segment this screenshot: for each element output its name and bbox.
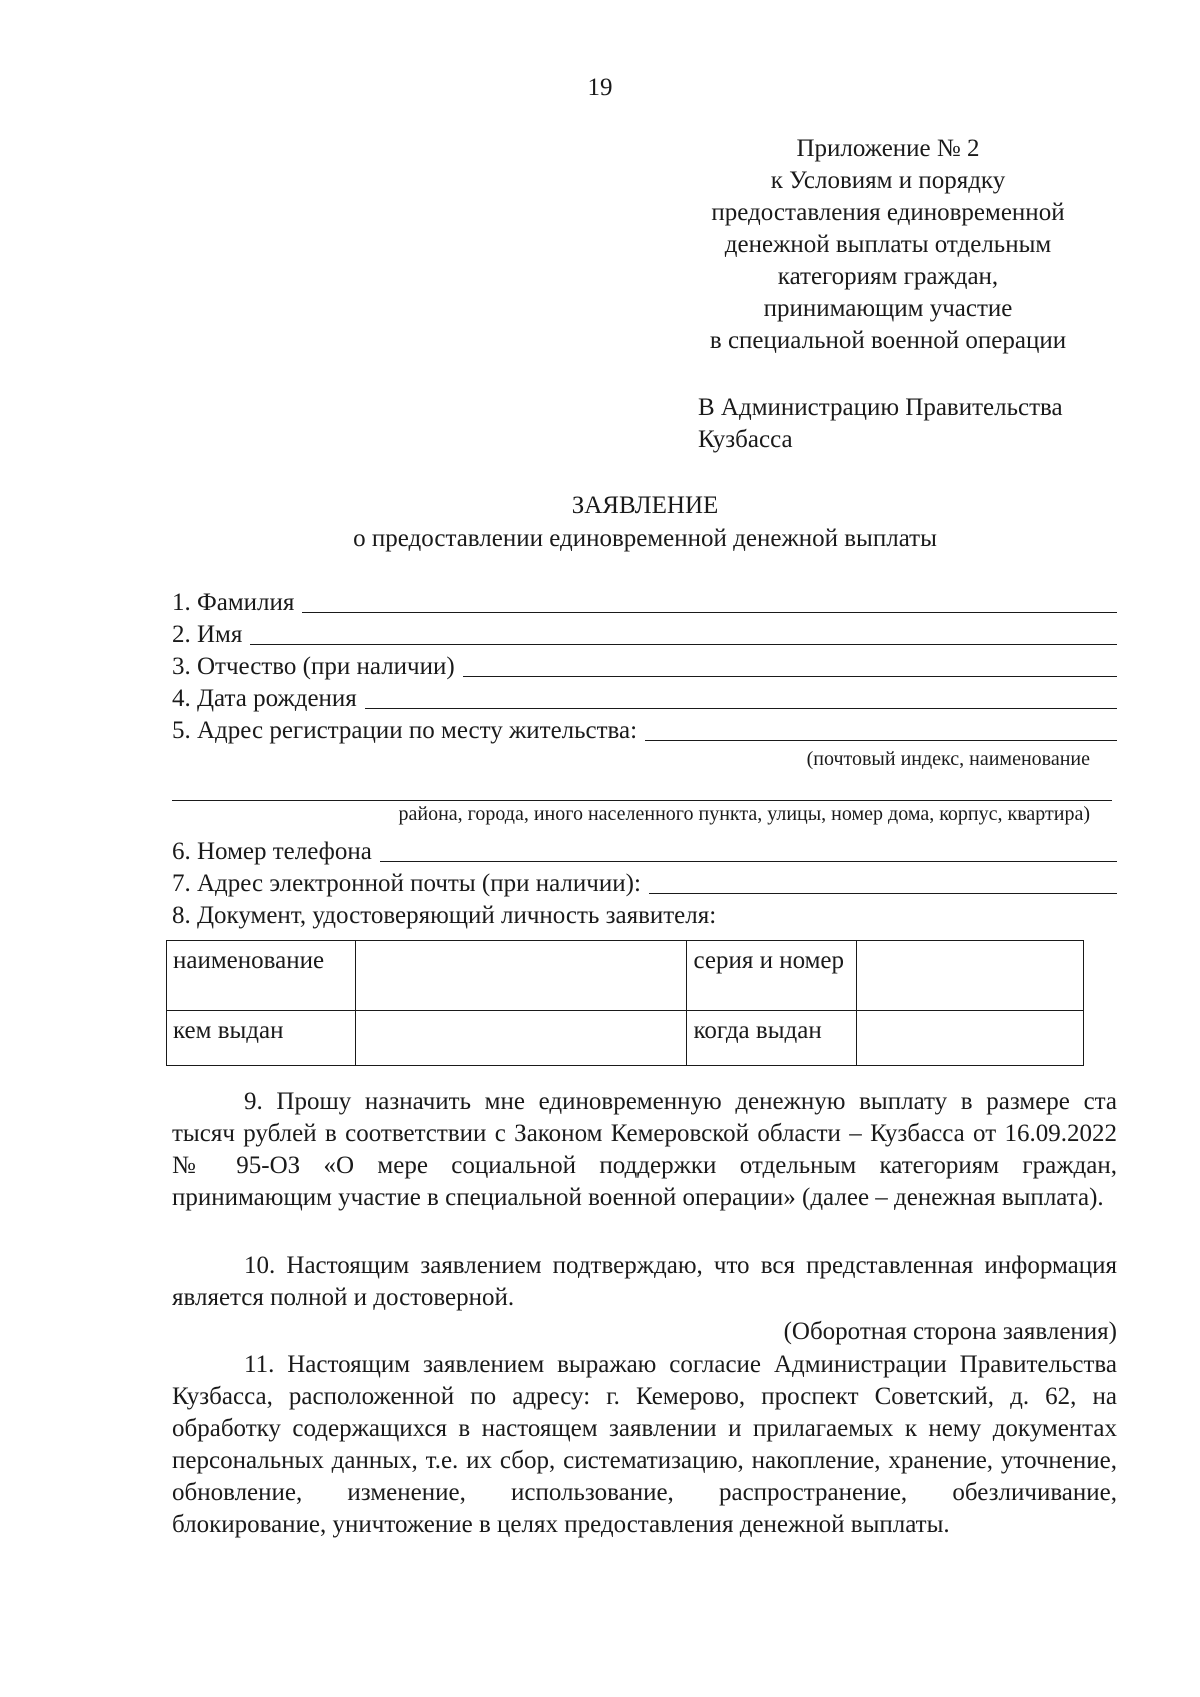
applicant-fields (172, 586, 1117, 931)
address-continuation-line[interactable] (172, 776, 1112, 801)
table-row (167, 1011, 1084, 1066)
appendix-line: принимающим участие (763, 295, 1013, 322)
birth-date-input-line[interactable] (365, 702, 1117, 709)
document-subtitle: о предоставлении единовременной денежной выплаты (353, 525, 937, 552)
issued-date-label: когда выдан (687, 1011, 857, 1066)
patronymic-field[interactable] (172, 650, 1117, 682)
patronymic-input-line[interactable] (463, 670, 1117, 677)
identity-doc-heading (172, 899, 1117, 931)
name-input-line[interactable] (250, 638, 1117, 645)
doc-name-cell[interactable] (355, 941, 687, 1011)
addressee-line-1: В Администрацию Правительства (698, 394, 1063, 421)
appendix-header (668, 133, 1108, 357)
paragraph-10 (172, 1250, 1117, 1314)
reverse-side-note: (Оборотная сторона заявления) (783, 1318, 1117, 1345)
doc-name-label: наименование (167, 941, 356, 1011)
page-number: 19 (587, 74, 613, 101)
patronymic-label: 3. Отчество (при наличии) (172, 653, 455, 680)
paragraph-9-text: 9. Прошу назначить мне единовременную денежную выплату в размере ста тысяч рублей в соответствии с Законом Кемеровской области – Кузбасса от 16.09.2022 № 95-ОЗ «О мере социальной поддержки отдельным категориям граждан, принимающим участие в специальной военной операции» (далее – денежная выплата). (172, 1088, 1117, 1211)
doc-series-cell[interactable] (857, 941, 1084, 1011)
birth-date-label: 4. Дата рождения (172, 685, 357, 712)
paragraph-10-text: 10. Настоящим заявлением подтверждаю, что вся представленная информация является полной и достоверной. (172, 1252, 1117, 1311)
doc-series-label: серия и номер (687, 941, 857, 1011)
surname-input-line[interactable] (302, 606, 1117, 613)
appendix-line: к Условиям и порядку (770, 167, 1006, 194)
appendix-line: Приложение № 2 (796, 135, 980, 162)
address-label: 5. Адрес регистрации по месту жительства: (172, 717, 638, 744)
identity-doc-label: 8. Документ, удостоверяющий личность заявителя: (172, 902, 717, 929)
issued-by-cell[interactable] (355, 1011, 687, 1066)
email-label: 7. Адрес электронной почты (при наличии): (172, 870, 641, 897)
appendix-line: предоставления единовременной (711, 199, 1065, 226)
addressee-line-2: Кузбасса (698, 426, 793, 453)
address-hint-1: (почтовый индекс, наименование (806, 748, 1090, 770)
paragraph-11 (172, 1349, 1117, 1541)
phone-label: 6. Номер телефона (172, 838, 372, 865)
issued-by-label: кем выдан (167, 1011, 356, 1066)
address-hint-2: района, города, иного населенного пункта, улицы, номер дома, корпус, квартира) (398, 803, 1090, 825)
surname-label: 1. Фамилия (172, 589, 295, 616)
address-field[interactable] (172, 714, 1117, 746)
issued-date-cell[interactable] (857, 1011, 1084, 1066)
addressee (698, 392, 1063, 456)
name-field[interactable] (172, 618, 1117, 650)
address-input-line[interactable] (645, 734, 1117, 741)
appendix-line: в специальной военной операции (709, 327, 1067, 354)
birth-date-field[interactable] (172, 682, 1117, 714)
appendix-line: категориям граждан, (777, 263, 999, 290)
paragraph-11-text: 11. Настоящим заявлением выражаю согласие Администрации Правительства Кузбасса, расположенной по адресу: г. Кемерово, проспект Советский, д. 62, на обработку содержащихся в настоящем заявлении и прилагаемых к нему документах персональных данных, т.е. их сбор, систематизацию, накопление, хранение, уточнение, обновление, изменение, использование, распространение, обезличивание, блокирование, уничтожение в целях предоставления денежной выплаты. (172, 1351, 1117, 1538)
email-field[interactable] (172, 867, 1117, 899)
paragraph-9 (172, 1086, 1117, 1214)
email-input-line[interactable] (649, 887, 1117, 894)
phone-input-line[interactable] (380, 855, 1117, 862)
identity-document-table (166, 940, 1084, 1066)
document-title: ЗАЯВЛЕНИЕ (571, 492, 719, 519)
phone-field[interactable] (172, 835, 1117, 867)
surname-field[interactable] (172, 586, 1117, 618)
appendix-line: денежной выплаты отдельным (724, 231, 1052, 258)
table-row (167, 941, 1084, 1011)
name-label: 2. Имя (172, 621, 243, 648)
